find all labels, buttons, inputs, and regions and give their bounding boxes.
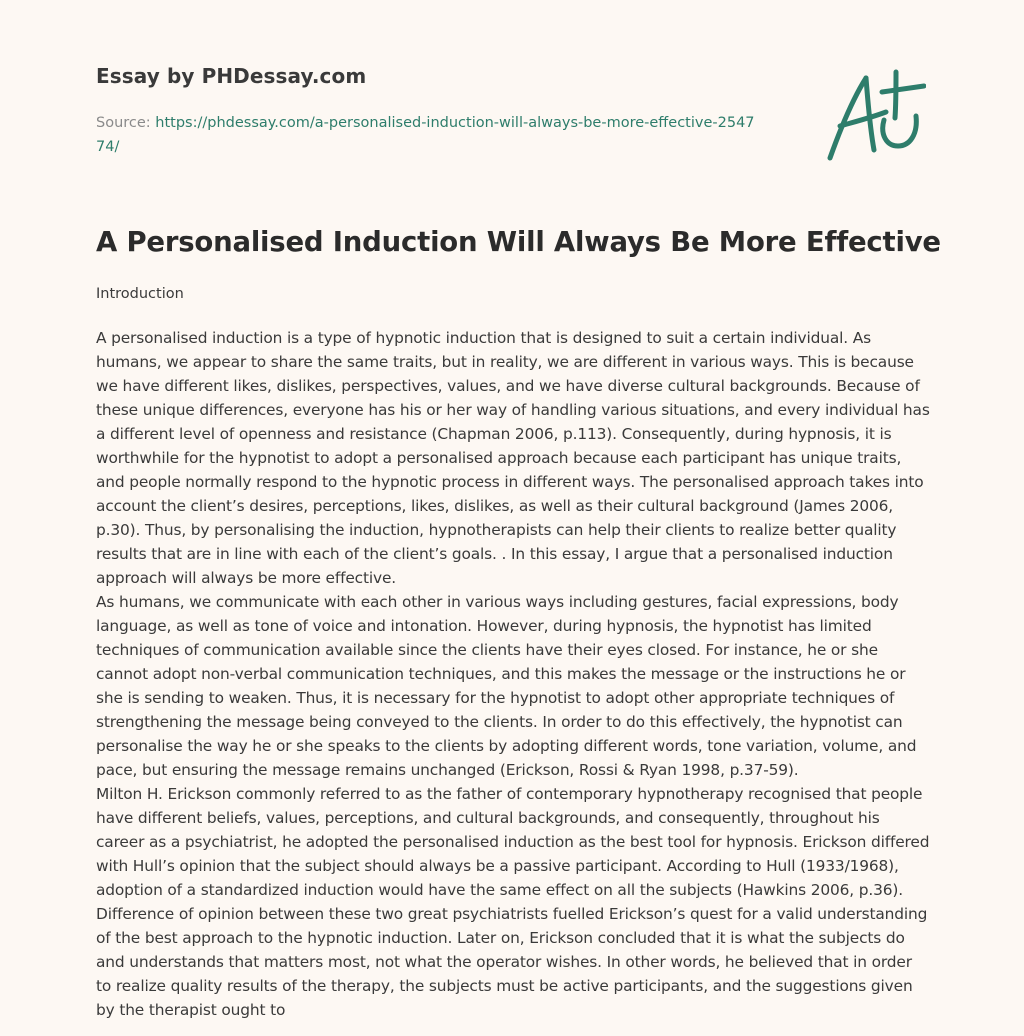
- a-plus-grade-icon: [826, 68, 926, 164]
- source-line: [96, 111, 756, 159]
- paragraph: As humans, we communicate with each other in various ways including gestures, facial expressions, body language, as well as tone of voice and intonation. However, during hypnosis, the hypnotist has limited techniques of communication available since the clients have their eyes closed. For instance, he or she cannot adopt non-verbal communication techniques, and this makes the message or the instructions he or she is sending to weaken. Thus, it is necessary for the hypnotist to adopt other appropriate techniques of strengthening the message being conveyed to the clients. In order to do this effectively, the hypnotist can personalise the way he or she speaks to the clients by adopting different words, tone variation, volume, and pace, but ensuring the message remains unchanged (Erickson, Rossi & Ryan 1998, p.37-59).: [96, 593, 917, 779]
- source-link[interactable]: https://phdessay.com/a-personalised-induction-will-always-be-more-effective-254774/: [96, 115, 755, 155]
- paragraph: A personalised induction is a type of hypnotic induction that is designed to suit a certain individual. As humans, we appear to share the same traits, but in reality, we are different in various ways. This is because we have different likes, dislikes, perspectives, values, and we have diverse cultural backgrounds. Because of these unique differences, everyone has his or her way of handling various situations, and every individual has a different level of openness and resistance (Chapman 2006, p.113). Consequently, during hypnosis, it is worthwhile for the hypnotist to adopt a personalised approach because each participant has unique traits, and people normally respond to the hypnotic process in different ways. The personalised approach takes into account the client’s desires, perceptions, likes, dislikes, as well as their cultural background (James 2006, p.30). Thus, by personalising the induction, hypnotherapists can help their clients to realize better quality results that are in line with each of the client’s goals. . In this essay, I argue that a personalised induction approach will always be more effective.: [96, 329, 930, 587]
- site-brand: Essay by PHDessay.com: [96, 64, 367, 88]
- essay-body: [96, 326, 930, 1022]
- source-label: Source:: [96, 115, 156, 131]
- section-heading-introduction: Introduction: [96, 286, 184, 302]
- essay-title: A Personalised Induction Will Always Be More Effective: [96, 226, 941, 258]
- paragraph: Milton H. Erickson commonly referred to as the father of contemporary hypnotherapy recognised that people have different beliefs, values, perceptions, and cultural backgrounds, and consequently, throughout his career as a psychiatrist, he adopted the personalised induction as the best tool for hypnosis. Erickson differed with Hull’s opinion that the subject should always be a passive participant. According to Hull (1933/1968), adoption of a standardized induction would have the same effect on all the subjects (Hawkins 2006, p.36). Difference of opinion between these two great psychiatrists fuelled Erickson’s quest for a valid understanding of the best approach to the hypnotic induction. Later on, Erickson concluded that it is what the subjects do and understands that matters most, not what the operator wishes. In other words, he believed that in order to realize quality results of the therapy, the subjects must be active participants, and the suggestions given by the therapist ought to: [96, 785, 930, 1019]
